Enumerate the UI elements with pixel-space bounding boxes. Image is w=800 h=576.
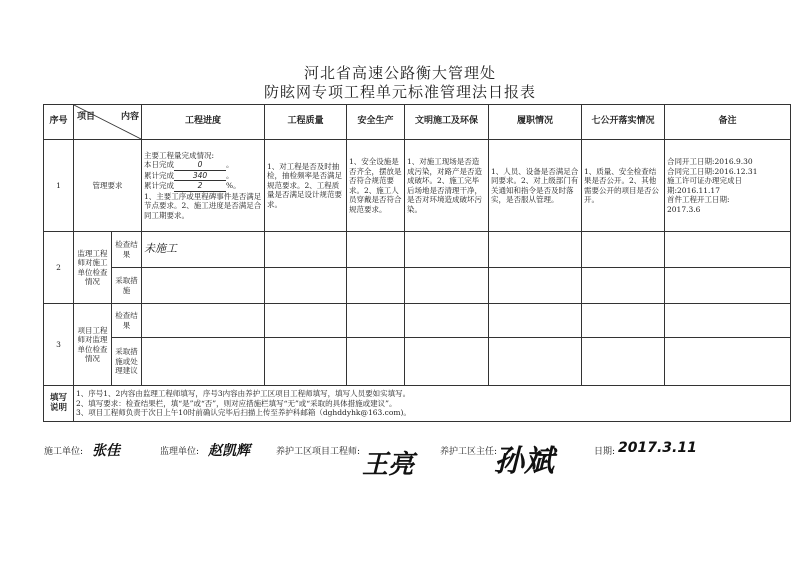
footer-chief-label: 养护工区主任:	[440, 447, 498, 457]
row2-performance-result	[489, 232, 582, 268]
header-seq: 序号	[44, 105, 74, 140]
footer-engineer-label: 养护工区项目工程师:	[276, 447, 361, 457]
row2-safety-result	[347, 232, 405, 268]
chief-signature: 孙斌	[494, 444, 554, 479]
row3-name: 项目工程师对监理单位检查情况	[74, 304, 112, 386]
progress-today: 本日完成 0 。	[144, 160, 234, 170]
row2-seven-result	[582, 232, 665, 268]
instruction-line3: 3、项目工程师负责于次日上午10时前确认完毕后扫描上传至养护科邮箱（dghddyhk@163.com)。	[76, 408, 411, 418]
instructions-body	[74, 386, 791, 422]
footer-date-value: 2017.3.11	[618, 440, 697, 456]
header-civil: 文明施工及环保	[405, 105, 489, 140]
row2-sub1: 检查结果	[112, 232, 142, 268]
engineer-signature: 王亮	[362, 450, 415, 480]
instruction-line2: 2、填写要求：检查结果栏，填“是”或“否”，则对应措施栏填写“无”或“采取的具体措施或建议”。	[76, 398, 397, 408]
table-row-instructions	[44, 386, 791, 422]
instructions-label: 填写说明	[44, 386, 74, 422]
header-safety: 安全生产	[347, 105, 405, 140]
header-project: 项目	[77, 112, 96, 122]
header-quality: 工程质量	[265, 105, 347, 140]
row2-sub2: 采取措施	[112, 268, 142, 304]
row1-performance: 1、人员、设备是否满足合同要求。2、对上级部门有关通知和指令是否及时落实，是否服从管理。	[489, 140, 582, 232]
header-content: 内容	[120, 112, 139, 122]
progress-notes: 1、主要工序或里程碑事件是否满足节点要求。2、施工进度是否满足合同工期要求。	[144, 191, 262, 220]
row2-handwritten-result: 未施工	[144, 242, 177, 256]
progress-percent: 累计完成 2 %。	[144, 181, 241, 191]
table-row-engineer-result	[44, 304, 791, 338]
row2-remarks-result	[665, 232, 791, 268]
progress-today-value: 0	[174, 160, 226, 171]
row1-progress	[142, 140, 265, 232]
row1-seq: 1	[44, 140, 74, 232]
row2-name: 监理工程师对施工单位检查情况	[74, 232, 112, 304]
row1-remarks: 合同开工日期:2016.9.30 合同完工日期:2016.12.31 施工许可证办理完成日期:2016.11.17 首件工程开工日期: 2017.3.6	[665, 140, 791, 232]
construction-signature: 张佳	[92, 443, 120, 459]
table-row-supervisor-measures	[44, 268, 791, 304]
progress-total-value: 340	[174, 171, 226, 182]
header-remarks: 备注	[665, 105, 791, 140]
header-project-content	[74, 105, 142, 140]
table-row-engineer-measures	[44, 338, 791, 386]
header-performance: 履职情况	[489, 105, 582, 140]
progress-percent-value: 2	[174, 181, 226, 192]
table-row-supervisor-result	[44, 232, 791, 268]
row1-seven-public: 1、质量、安全检查结果是否公开。2、其他需要公开的项目是否公开。	[582, 140, 665, 232]
row2-seq: 2	[44, 232, 74, 304]
header-seven-public: 七公开落实情况	[582, 105, 665, 140]
footer-date-label: 日期:	[594, 447, 616, 457]
row3-seq: 3	[44, 304, 74, 386]
table-row-management	[44, 140, 791, 232]
report-title-line2: 防眩网专项工程单元标准管理法日报表	[263, 83, 536, 101]
table-header-row	[44, 105, 791, 140]
row1-safety: 1、安全设施是否齐全，摆放是否符合规范要求。2、施工人员穿戴是否符合规范要求。	[347, 140, 405, 232]
row3-sub2: 采取措施或处理建议	[112, 338, 142, 386]
row3-sub1: 检查结果	[112, 304, 142, 338]
progress-intro: 主要工程量完成情况:	[144, 150, 215, 160]
supervision-signature: 赵凯辉	[208, 443, 250, 459]
row2-progress-result	[142, 232, 265, 268]
instruction-line1: 1、序号1、2内容由监理工程师填写，序号3内容由养护工区项目工程师填写，填写人员要如实填写。	[76, 389, 411, 399]
row1-civil: 1、对施工现场是否造成污染，对路产是否造成破坏。2、施工完毕后场地是否清理干净，是否对环境造成破坏污染。	[405, 140, 489, 232]
report-title-line1: 河北省高速公路衡大管理处	[303, 64, 496, 82]
report-table	[43, 104, 791, 422]
row2-quality-result	[265, 232, 347, 268]
header-progress: 工程进度	[142, 105, 265, 140]
row1-name: 管理要求	[74, 140, 142, 232]
progress-total: 累计完成 340 。	[144, 170, 234, 180]
row2-civil-result	[405, 232, 489, 268]
row1-quality: 1、对工程是否及时抽检，抽检频率是否满足规范要求。2、工程质量是否满足设计规范要求。	[265, 140, 347, 232]
footer-supervision-label: 监理单位:	[160, 447, 200, 457]
footer-construction-label: 施工单位:	[44, 447, 84, 457]
